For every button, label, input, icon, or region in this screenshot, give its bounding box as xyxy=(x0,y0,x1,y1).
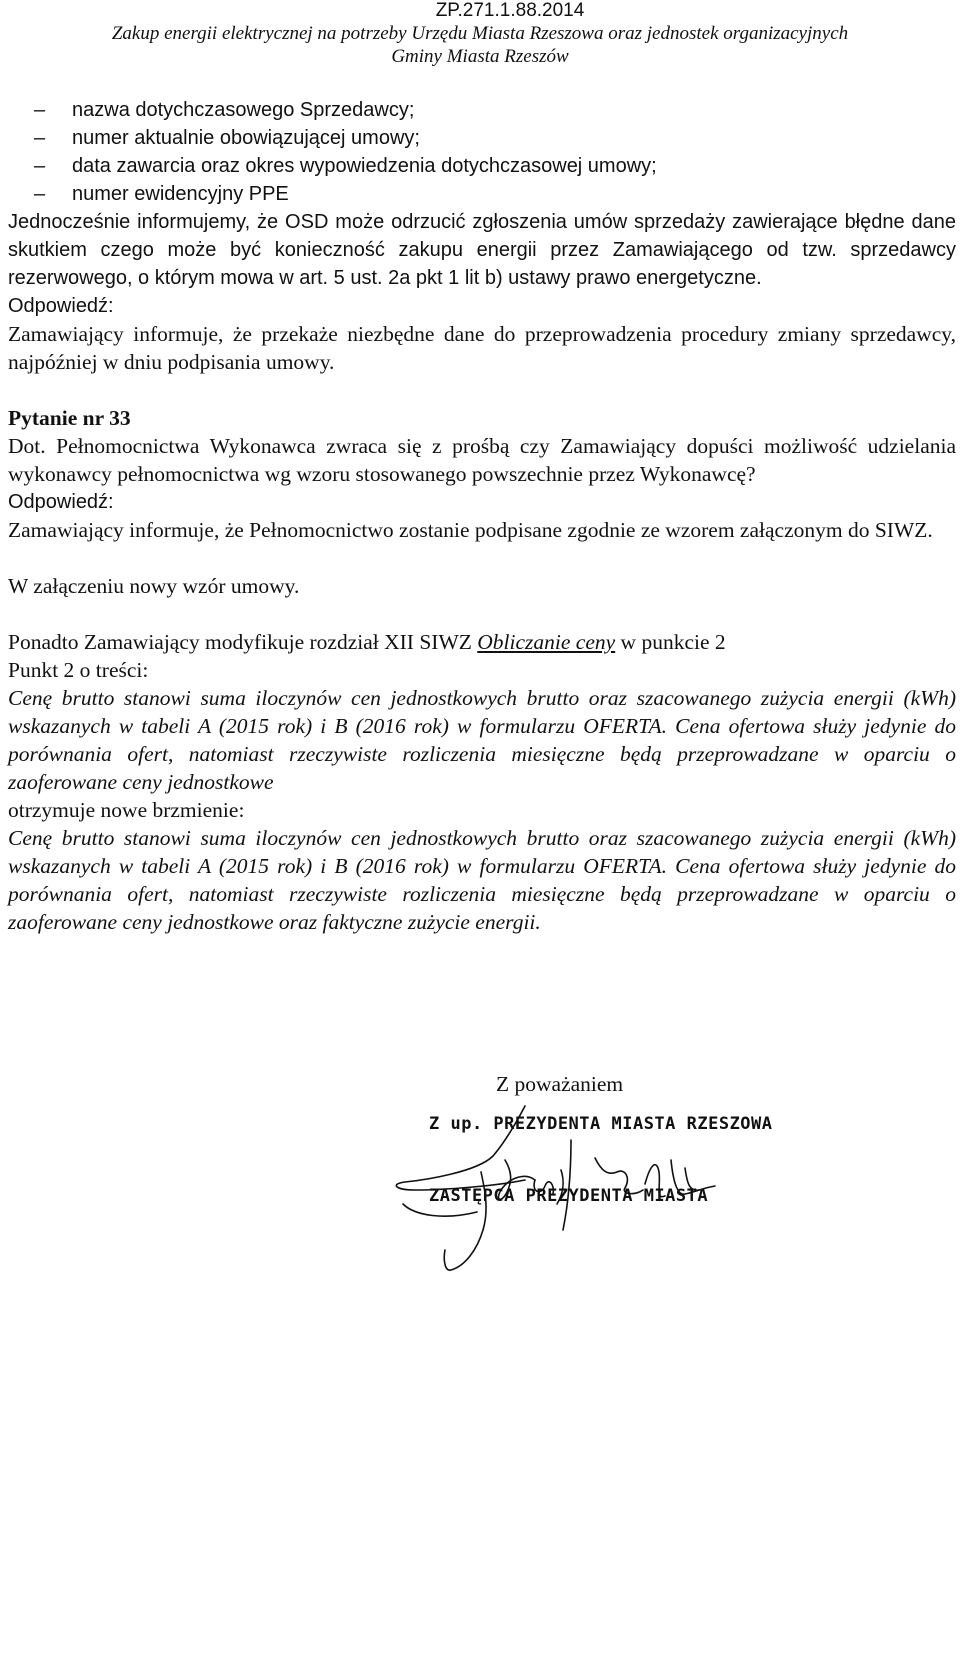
answer-label: Odpowiedź: xyxy=(8,491,114,513)
modification-line xyxy=(8,628,956,656)
new-wording-label: otrzymuje nowe brzmienie: xyxy=(8,798,245,822)
modification-text: Ponadto Zamawiający modyfikuje rozdział XII SIWZ xyxy=(8,630,478,654)
closing-salutation: Z poważaniem xyxy=(496,1072,624,1096)
document-body xyxy=(8,96,956,936)
answer-text: Zamawiający informuje, że Pełnomocnictwo zostanie podpisane zgodnie ze wzorem załączonym do SIWZ. xyxy=(8,518,933,542)
header-subtitle-line2: Gminy Miasta Rzeszów xyxy=(391,46,569,67)
reference-number: ZP.271.1.88.2014 xyxy=(435,0,585,21)
answer-text: Zamawiający informuje, że przekaże niezbędne dane do przeprowadzenia procedury zmiany sprzedawcy, najpóźniej w dniu podpisania umowy. xyxy=(8,322,956,374)
header-subtitle-line1: Zakup energii elektrycznej na potrzeby Urzędu Miasta Rzeszowa oraz jednostek organizacyjnych xyxy=(111,23,849,44)
old-wording: Cenę brutto stanowi suma iloczynów cen jednostkowych brutto oraz szacowanego zużycia energii (kWh) wskazanych w tabeli A (2015 rok) i B (2016 rok) w formularzu OFERTA. Cena ofertowa służy jedynie do porównania ofert, natomiast rzeczywiste rozliczenia miesięczne będą przeprowadzane w oparciu o zaoferowane ceny jednostkowe xyxy=(8,686,956,794)
answer-label: Odpowiedź: xyxy=(8,295,114,317)
signature-stamp xyxy=(385,1100,773,1280)
list-item: – data zawarcia oraz okres wypowiedzenia dotychczasowej umowy; xyxy=(8,152,956,180)
spacer xyxy=(8,544,956,572)
stamp-line: Z up. PREZYDENTA MIASTA RZESZOWA xyxy=(429,1114,773,1134)
spacer xyxy=(8,376,956,404)
list-item: – numer ewidencyjny PPE xyxy=(8,180,956,208)
stamp-line: ZASTĘPCA PREZYDENTA MIASTA xyxy=(429,1186,709,1206)
point-label: Punkt 2 o treści: xyxy=(8,658,149,682)
question-heading: Pytanie nr 33 xyxy=(8,406,131,430)
question-text: Dot. Pełnomocnictwa Wykonawca zwraca się z prośbą czy Zamawiający dopuści możliwość udzielania wykonawcy pełnomocnictwa wg wzoru stosowanego powszechnie przez Wykonawcę? xyxy=(8,434,956,486)
list-item: – numer aktualnie obowiązującej umowy; xyxy=(8,124,956,152)
document-header xyxy=(0,0,960,68)
attachment-note: W załączeniu nowy wzór umowy. xyxy=(8,574,300,598)
new-wording: Cenę brutto stanowi suma iloczynów cen jednostkowych brutto oraz szacowanego zużycia energii (kWh) wskazanych w tabeli A (2015 rok) i B (2016 rok) w formularzu OFERTA. Cena ofertowa służy jedynie do porównania ofert, natomiast rzeczywiste rozliczenia miesięczne będą przeprowadzane w oparciu o zaoferowane ceny jednostkowe oraz faktyczne zużycie energii. xyxy=(8,826,956,934)
list-item: – nazwa dotychczasowego Sprzedawcy; xyxy=(8,96,956,124)
section-title: Obliczanie ceny xyxy=(477,630,616,654)
intro-paragraph: Jednocześnie informujemy, że OSD może odrzucić zgłoszenia umów sprzedaży zawierające błędne dane skutkiem czego może być konieczność zakupu energii przez Zamawiającego od tzw. sprzedawcy rezerwowego, o którym mowa w art. 5 ust. 2a pkt 1 lit b) ustawy prawo energetyczne. xyxy=(8,211,956,289)
data-requirements-list xyxy=(8,96,956,208)
modification-text: w punkcie 2 xyxy=(615,630,726,654)
spacer xyxy=(8,600,956,628)
